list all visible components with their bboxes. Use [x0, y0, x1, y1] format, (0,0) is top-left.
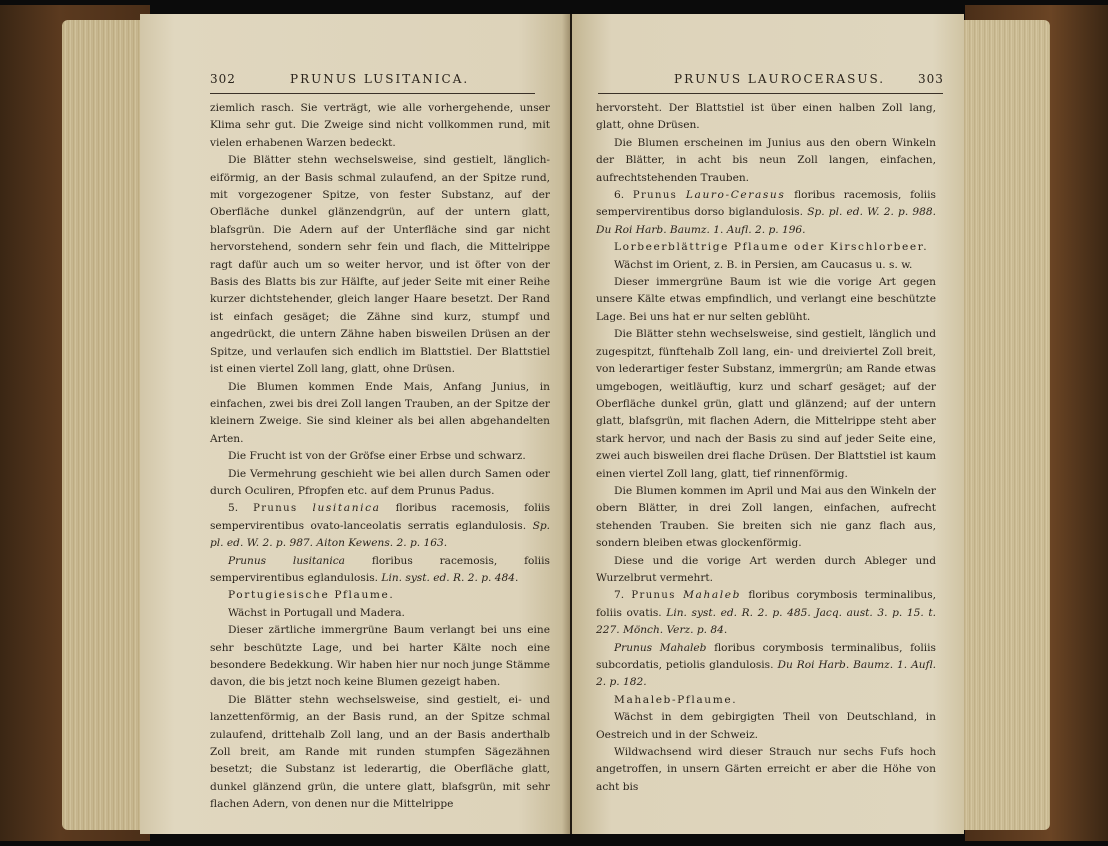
entry-5-species: lusitanica: [312, 502, 381, 515]
entry-7-synonym-name: Prunus Mahaleb: [614, 641, 707, 654]
entry-5-synonym-name: Prunus lusitanica: [228, 554, 345, 567]
entry-5-synonym: [210, 553, 550, 588]
right-header-rule: [598, 93, 943, 94]
left-page-edges: [62, 20, 142, 830]
left-para-3: Die Blumen kommen Ende Mais, Anfang Junius, in einfachen, zwei bis drei Zoll langen Trauben, an der Spitze der kleinern Zweige. Sie sind kleiner als bei allen abgehandelten Arten.: [210, 380, 550, 445]
entry-7-synonym-text: floribus corymbosis terminalibus, foliis subcordatis, petiolis glandulosis.: [596, 641, 936, 671]
entry-6-ref-1: Sp. pl. ed. W. 2. p. 988.: [807, 206, 936, 219]
left-para-6: Dieser zärtliche immergrüne Baum verlangt bei uns eine sehr beschützte Lage, und bei harter Kälte noch eine besondere Bedekkung. Wir haben hier nur noch junge Stämme davon, die bis jetzt noch keine Blumen gezeigt haben.: [210, 624, 550, 689]
left-running-title: PRUNUS LUSITANICA.: [290, 72, 470, 86]
left-para-7: Die Blätter stehn wechselsweise, sind gestielt, ei- und lanzettenförmig, an der Basis rund, an der Spitze schmal zulaufend, drittehalb Zoll lang, und an der Basis anderthalb Zoll breit, am Rande mit runden stumpfen Sägezähnen besetzt; die Substanz ist lederartig, die Oberfläche glatt, dunkel glänzend grün, die untere glatt, blafsgrün, mit sehr flachen Adern, von denen nur die Mittelrippe: [210, 693, 550, 811]
entry-5-genus: Prunus: [253, 503, 298, 515]
entry-7-genus: Prunus: [631, 590, 676, 602]
left-page-number: 302: [210, 72, 236, 86]
entry-7-common-name: Mahaleb-Pflaume.: [614, 693, 738, 706]
right-para-3: Dieser immergrüne Baum ist wie die vorige Art gegen unsere Kälte etwas empfindlich, und verlangt eine beschützte Lage. Bei uns hat er nur selten geblüht.: [596, 276, 936, 323]
left-page: [140, 14, 570, 834]
entry-5-number: 5.: [228, 502, 239, 515]
entry-7-species: Mahaleb: [683, 589, 742, 602]
entry-6-common-name: Lorbeerblättrige Pflaume oder Kirschlorbeer.: [614, 241, 929, 254]
entry-5-ref-2: Aiton Kewens. 2. p. 163.: [316, 537, 448, 550]
right-page-edges: [958, 20, 1050, 830]
entry-6-ref-2: Du Roi Harb. Baumz. 1. Aufl. 2. p. 196.: [596, 223, 806, 236]
entry-5: [210, 500, 550, 552]
right-body: [596, 100, 936, 796]
entry-7-synonym: [596, 640, 936, 692]
entry-7-ref-2: Jacq. aust. 3. p. 15. t. 227.: [596, 606, 936, 637]
entry-5-synonym-text: floribus racemosis, foliis sempervirentibus eglandulosis.: [210, 554, 550, 584]
entry-5-synonym-ref: Lin. syst. ed. R. 2. p. 484.: [381, 571, 519, 584]
left-para-2: Die Blätter stehn wechselsweise, sind gestielt, länglich-eiförmig, an der Basis schmal zulaufend, an der Spitze rund, mit vorgezogener Spitze, von fester Substanz, auf der Oberfläche dunkel glänzendgrün, auf der untern glatt, blafsgrün. Die Adern auf der Unterfläche sind gar nicht hervorstehend, sondern sehr fein und flach, die Mittelrippe ragt dafür auch um so weiter hervor, und ist öfter von der Basis des Blatts bis zur Hälfte, auf jeder Seite mit einer Reihe kurzer dichtstehender, gleich langer Haare besetzt. Der Rand ist einfach gesäget; die Zähne sind kurz, stumpf und angedrückt, die untern Zähne haben bisweilen Drüsen an der Spitze, und verlaufen sich endlich im Blattstiel. Der Blattstiel ist einen viertel Zoll lang, glatt, ohne Drüsen.: [210, 154, 550, 376]
entry-7-ref-3: Mönch. Verz. p. 84.: [622, 624, 728, 637]
entry-7-diagnosis: floribus corymbosis terminalibus, foliis ovatis.: [596, 589, 937, 619]
left-para-4: Die Frucht ist von der Gröfse einer Erbse und schwarz.: [228, 450, 526, 463]
entry-6-diagnosis: floribus racemosis, foliis sempervirentibus dorso biglandulosis.: [596, 189, 936, 219]
right-page-number: 303: [918, 72, 944, 86]
right-para-6: Diese und die vorige Art werden durch Ableger und Wurzelbrut vermehrt.: [596, 554, 936, 584]
right-para-4: Die Blätter stehn wechselsweise, sind gestielt, länglich und zugespitzt, fünftehalb Zoll lang, ein- und dreiviertel Zoll breit, von lederartiger fester Substanz, immergrün; am Rande etwas umgebogen, weitläuftig, kurz und scharf gesäget; auf der Oberfläche dunkel grün, glatt und glänzend; auf der untern glatt, blafsgrün, mit flachen Adern, die Mittelrippe steht aber stark hervor, und nach der Basis zu sind auf jeder Seite eine, zwei auch bisweilen drei flache Drüsen. Der Blattstiel ist kaum einen viertel Zoll lang, glatt, tief rinnenförmig.: [596, 328, 936, 480]
entry-6: [596, 187, 936, 239]
entry-6-species: Lauro-Cerasus: [685, 189, 786, 202]
right-page: [572, 14, 964, 834]
left-para-1: ziemlich rasch. Sie verträgt, wie alle vorhergehende, unser Klima sehr gut. Die Zweige sind nicht vollkommen rund, mit vielen erhabenen Warzen bedeckt.: [210, 102, 550, 149]
right-para-7: Wildwachsend wird dieser Strauch nur sechs Fufs hoch angetroffen, in unsern Gärten erreicht er aber die Höhe von acht bis: [596, 746, 936, 793]
entry-5-diagnosis: floribus racemosis, foliis sempervirentibus ovato-lanceolatis serratis eglandulosis.: [210, 502, 551, 532]
right-para-1: hervorsteht. Der Blattstiel ist über einen halben Zoll lang, glatt, ohne Drüsen.: [596, 102, 936, 132]
left-body: [210, 100, 550, 814]
entry-6-genus: Prunus: [632, 190, 678, 202]
left-para-5: Die Vermehrung geschieht wie bei allen durch Samen oder durch Oculiren, Pfropfen etc. auf dem Prunus Padus.: [210, 467, 550, 497]
entry-7: [596, 587, 936, 639]
entry-6-habitat: Wächst im Orient, z. B. in Persien, am Caucasus u. s. w.: [614, 258, 913, 271]
entry-5-ref-1: Sp. pl. ed. W. 2. p. 987.: [210, 519, 550, 550]
right-running-title: PRUNUS LAUROCERASUS.: [674, 72, 886, 86]
entry-7-habitat: Wächst in dem gebirgigten Theil von Deutschland, in Oestreich und in der Schweiz.: [596, 711, 936, 741]
right-para-2: Die Blumen erscheinen im Junius aus den obern Winkeln der Blätter, in acht bis neun Zoll langen, einfachen, aufrechtstehenden Trauben.: [596, 136, 936, 184]
right-para-5: Die Blumen kommen im April und Mai aus den Winkeln der obern Blätter, in drei Zoll langen, einfachen, aufrecht stehenden Trauben. Sie breiten sich nie ganz flach aus, sondern bleiben etwas glockenförmig.: [596, 484, 936, 550]
entry-5-common-name: Portugiesische Pflaume.: [228, 589, 395, 602]
entry-7-ref-1: Lin. syst. ed. R. 2. p. 485.: [666, 606, 811, 619]
entry-7-number: 7.: [614, 589, 625, 602]
entry-7-synonym-ref: Du Roi Harb. Baumz. 1. Aufl. 2. p. 182.: [596, 659, 936, 689]
left-header-rule: [210, 93, 535, 94]
entry-6-number: 6.: [614, 189, 625, 202]
entry-5-habitat: Wächst in Portugall und Madera.: [228, 606, 405, 619]
